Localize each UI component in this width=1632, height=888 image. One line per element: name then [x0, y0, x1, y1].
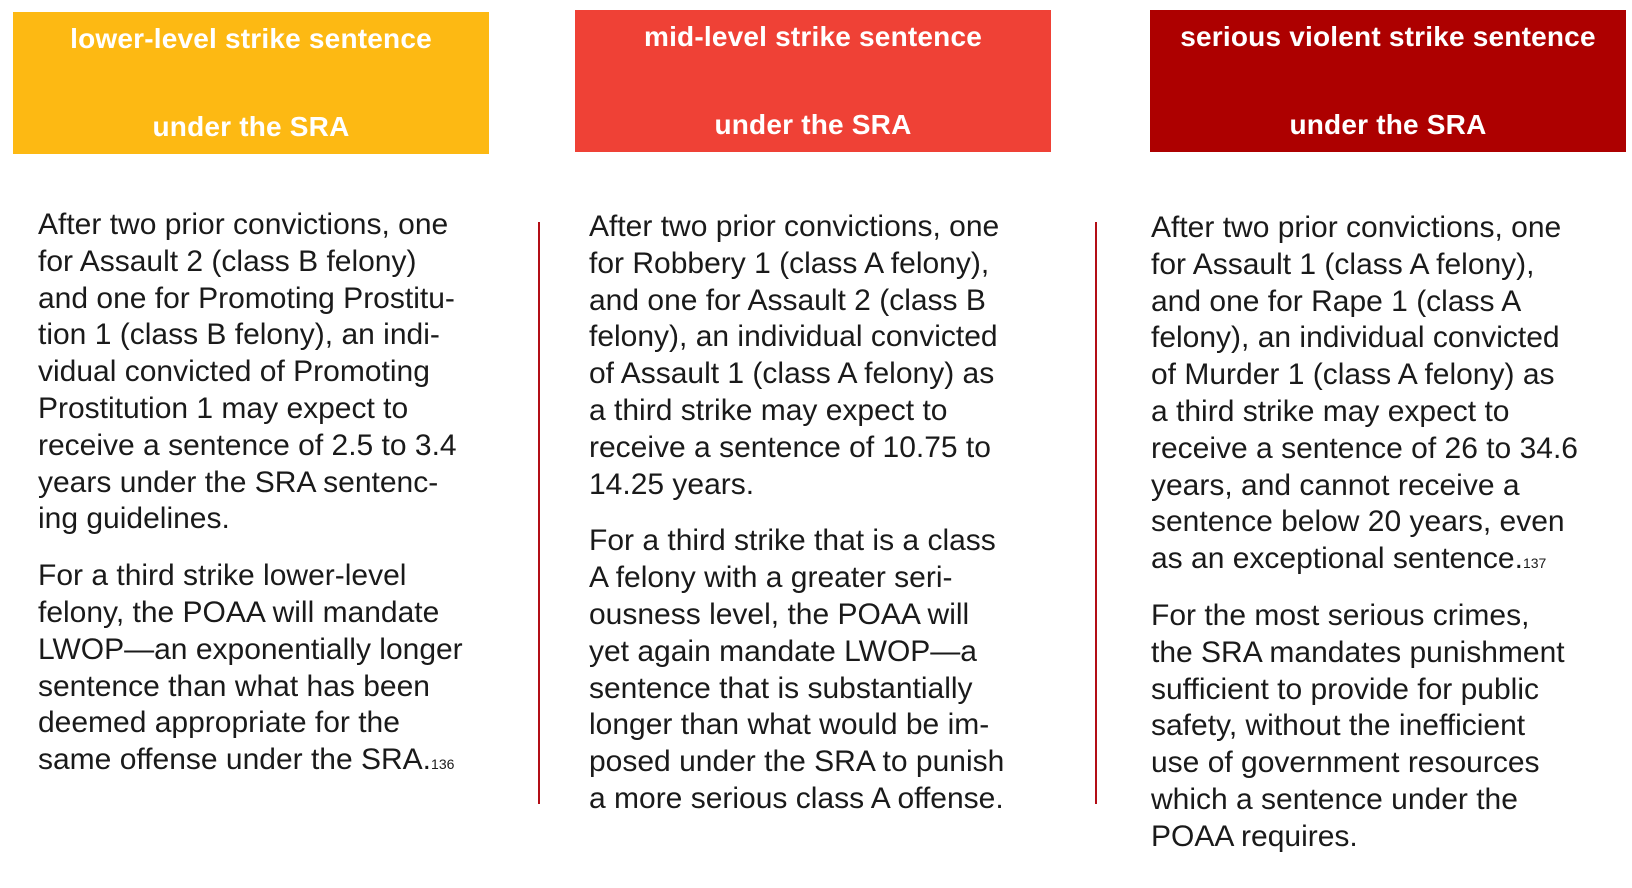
text-line: a third strike may expect to	[1151, 394, 1510, 428]
text-line: LWOP—an exponentially longer	[38, 632, 463, 666]
text-line: posed under the SRA to punish	[589, 745, 1005, 779]
text-line: felony), an individual convicted	[1151, 321, 1560, 355]
header-lower-level-text	[70, 0, 432, 193]
text-line: deemed appropriate for the	[38, 706, 400, 740]
text-line: and one for Rape 1 (class A	[1151, 284, 1522, 318]
text-line: ousness level, the POAA will	[589, 597, 970, 631]
column-serious-violent	[1150, 0, 1626, 888]
header-line: mid-level strike sentence	[643, 21, 983, 52]
text-line: for Assault 2 (class B felony)	[38, 244, 417, 278]
text-line: felony, the POAA will mandate	[38, 595, 440, 629]
text-line: sufficient to provide for public	[1151, 672, 1539, 706]
header-mid-level-text	[644, 0, 982, 191]
text-line: After two prior convictions, one	[589, 210, 1000, 243]
paragraph	[589, 523, 1039, 817]
text-line: felony), an individual convicted	[589, 320, 998, 354]
text-line	[1151, 541, 1611, 578]
footnote-marker: 137	[1522, 555, 1547, 572]
text-line: 14.25 years.	[589, 467, 755, 501]
text-line: sentence that is substantially	[589, 671, 973, 705]
paragraph	[1151, 210, 1611, 578]
paragraph	[1151, 598, 1611, 856]
text-line: longer than what would be im-	[589, 708, 990, 742]
header-line: under the SRA	[1289, 109, 1487, 140]
text-line: which a sentence under the	[1151, 782, 1518, 816]
header-mid-level	[575, 10, 1051, 152]
text-line: of Assault 1 (class A felony) as	[589, 357, 995, 391]
header-line: under the SRA	[152, 111, 350, 142]
text-line: ing guidelines.	[38, 502, 230, 536]
text-line: and one for Assault 2 (class B	[589, 283, 986, 317]
text-line: yet again mandate LWOP—a	[589, 634, 977, 668]
header-line: lower-level strike sentence	[70, 23, 432, 54]
text-line: of Murder 1 (class A felony) as	[1151, 358, 1555, 392]
text-line: After two prior convictions, one	[1151, 211, 1562, 244]
paragraph	[38, 558, 488, 779]
text-line	[38, 742, 488, 779]
text-line: for Robbery 1 (class A felony),	[589, 246, 990, 280]
header-line: under the SRA	[714, 109, 912, 140]
body-lower-level	[38, 207, 488, 799]
text-line: Prostitution 1 may expect to	[38, 391, 409, 425]
text-line: the SRA mandates punishment	[1151, 635, 1565, 669]
text-line: a third strike may expect to	[589, 393, 948, 427]
text-line: receive a sentence of 2.5 to 3.4	[38, 428, 457, 462]
header-lower-level	[13, 12, 489, 154]
text-line: sentence than what has been	[38, 669, 430, 703]
footnote-marker: 136	[431, 756, 455, 773]
header-line: serious violent strike sentence	[1180, 21, 1596, 52]
text-line: safety, without the inefficient	[1151, 709, 1526, 743]
text-line: receive a sentence of 10.75 to	[589, 430, 991, 464]
text-line-content: same offense under the SRA.	[38, 743, 432, 777]
text-line: For a third strike lower-level	[38, 559, 407, 593]
text-line: vidual convicted of Promoting	[38, 355, 430, 389]
text-line: For a third strike that is a class	[589, 524, 996, 558]
column-divider	[538, 222, 540, 804]
paragraph	[589, 209, 1039, 503]
text-line: sentence below 20 years, even	[1151, 505, 1565, 539]
column-divider	[1095, 222, 1097, 804]
header-serious-violent	[1150, 10, 1626, 152]
body-mid-level	[589, 209, 1039, 838]
body-serious-violent	[1151, 210, 1611, 876]
text-line: After two prior convictions, one	[38, 208, 449, 241]
header-serious-violent-text	[1180, 0, 1595, 191]
paragraph	[38, 207, 488, 538]
text-line: a more serious class A offense.	[589, 781, 1004, 815]
text-line: For the most serious crimes,	[1151, 598, 1530, 632]
text-line: years, and cannot receive a	[1151, 468, 1520, 502]
text-line: use of government resources	[1151, 746, 1540, 780]
column-mid-level	[575, 0, 1051, 888]
text-line: and one for Promoting Prostitu-	[38, 281, 455, 315]
text-line: years under the SRA sentenc-	[38, 465, 439, 499]
text-line: receive a sentence of 26 to 34.6	[1151, 431, 1578, 465]
text-line-content: as an exceptional sentence.	[1151, 542, 1523, 576]
column-lower-level	[13, 0, 489, 888]
text-line: for Assault 1 (class A felony),	[1151, 247, 1535, 281]
text-line: A felony with a greater seri-	[589, 561, 953, 595]
text-line: tion 1 (class B felony), an indi-	[38, 318, 440, 352]
text-line: POAA requires.	[1151, 819, 1358, 853]
